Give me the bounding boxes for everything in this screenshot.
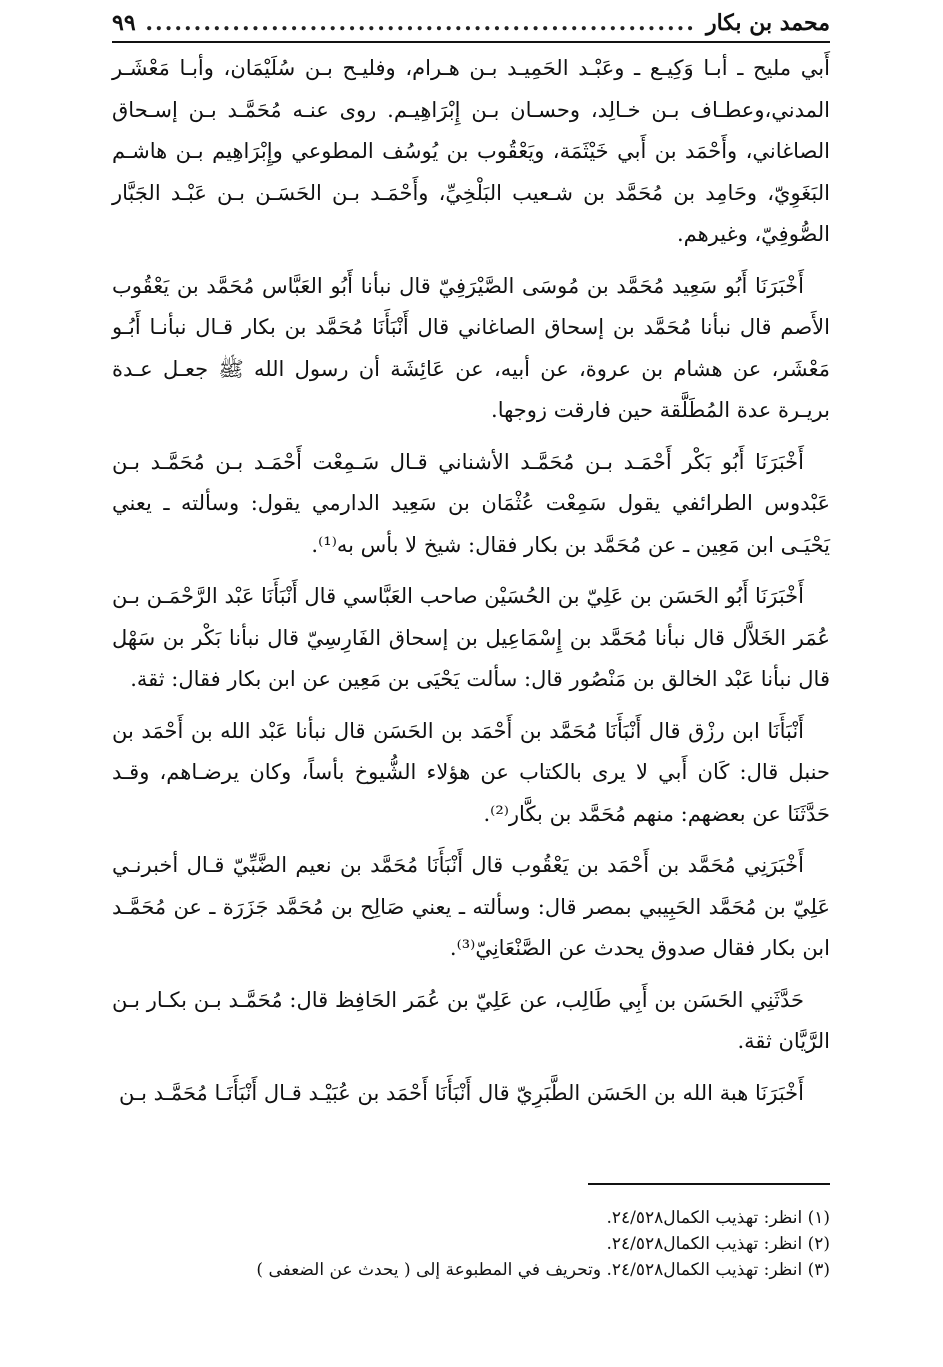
main-text xyxy=(112,48,830,1124)
leader-dots xyxy=(146,10,696,36)
paragraph: أَخْبَرَنَا هبة الله بن الحَسَن الطَّبَرِيّ قال أَنْبَأَنَا أَحْمَد بن عُبَيْـد قـال أَنْبَأَنَـا مُحَمَّـد بـن xyxy=(118,1080,804,1105)
page-number: ٩٩ xyxy=(112,10,136,36)
running-head-title: محمد بن بكار xyxy=(705,10,830,36)
header-rule xyxy=(112,41,830,43)
footnote-separator xyxy=(588,1183,830,1185)
footnote: (٢) انظر: تهذيب الكمال٢٤/٥٢٨. xyxy=(606,1234,830,1254)
paragraph: أَنْبَأَنَا ابن رزْق قال أَنْبَأَنَا مُحَمَّد بن أَحْمَد بن الحَسَن قال نبأنا عَبْد الله بن أَحْمَد بن حنبل قال: كَان أَبي لا يرى بالكتاب عن هؤلاء الشُّيوخ بأساً، وكان يرضـاهم، وقـد حَدَّثَنَا عن بعضهم: منهم مُحَمَّد بن بكَّار⁽²⁾. xyxy=(112,718,830,826)
paragraph: حَدَّثَنِي الحَسَن بن أَبِي طَالِب، عن عَلِيّ بن عُمَر الحَافِظ قال: مُحَمَّـد بـن بكـار بـن الرَّيَّان ثقة. xyxy=(112,987,830,1053)
footnote: (١) انظر: تهذيب الكمال٢٤/٥٢٨. xyxy=(606,1208,830,1228)
paragraph: أَخْبَرَنِي مُحَمَّد بن أَحْمَد بن يَعْقُوب قال أَنْبَأَنَا مُحَمَّد بن نعيم الضَّبِّيّ قـال أخبرنـي عَلِيّ بن مُحَمَّد الحَبِيبي بمصر قال: وسألته ـ يعني صَالِح بن مُحَمَّد جَزَرَة ـ عن مُحَمَّـد ابن بكار فقال صدوق يحدث عن الصَّنْعَانِيّ⁽³⁾. xyxy=(112,853,830,960)
footnote: (٣) انظر: تهذيب الكمال٢٤/٥٢٨. وتحريف في المطبوعة إلى ( يحدث عن الضعفى ) xyxy=(256,1260,830,1280)
paragraph: أَخْبَرَنَا أَبُو بَكْر أَحْمَـد بـن مُحَمَّـد الأشناني قـال سَـمِعْت أَحْمَـد بـن مُحَمَّـد بـن عَبْدوس الطرائفي يقول سَمِعْت عُثْمَان بن سَعِيد الدارمي يقول: وسألته ـ يعني يَحْيَـى ابن مَعِين ـ عن مُحَمَّد بن بكار فقال: شيخ لا بأس به⁽¹⁾. xyxy=(112,449,830,557)
footnotes xyxy=(112,1205,830,1283)
running-head xyxy=(112,6,830,40)
paragraph: أَبي مليح ـ أبـا وَكِيـع ـ وعَبْـد الحَمِيـد بـن هـرام، وفليـح بـن سُلَيْمَان، وأبـا مَعْشَـر المدني،وعطـاف بـن خـالِد، وحسـان بـن إِبْرَاهِيـم. روى عنـه مُحَمَّـد بـن إسـحاق الصاغاني، وأَحْمَد بن أَبي خَيْثَمَة، ويَعْقُوب بن يُوسُف المطوعي وإِبْرَاهِيم بـن هاشـم البَغَوِيّ، وحَامِد بن مُحَمَّد بن شـعيب البَلْخِيِّ، وأَحْمَـد بـن الحَسَـن بـن عَبْـد الجَبَّار الصُّوفِيّ، وغيرهم. xyxy=(112,56,830,246)
paragraph: أَخْبَرَنَا أَبُو سَعِيد مُحَمَّد بن مُوسَى الصَّيْرَفِيّ قال نبأنا أَبُو العَبَّاس مُحَمَّد بن يَعْقُوب الأَصم قال نبأنا مُحَمَّد بن إسحاق الصاغاني قال أَنْبَأَنَا مُحَمَّد بن بكار قـال نبأنـا أَبُـو مَعْشَر، عن هشام بن عروة، عن أبيه، عن عَائِشَة أن رسول الله ﷺ جعـل عـدة بريـرة عدة المُطَلَّقة حين فارقت زوجها. xyxy=(112,273,830,422)
paragraph: أَخْبَرَنَا أَبُو الحَسَن بن عَلِيّ بن الحُسَيْن صاحب العَبَّاسي قال أَنْبَأَنَا عَبْد الرَّحْمَـن بـن عُمَر الخَلاَّل قال نبأنا مُحَمَّد بن إِسْمَاعِيل بن إسحاق الفَارِسِيّ قال نبأنا بَكْر بن سَهْل قال نبأنا عَبْد الخالق بن مَنْصُور قال: سألت يَحْيَى بن مَعِين عن ابن بكار فقال: ثقة. xyxy=(112,584,830,691)
